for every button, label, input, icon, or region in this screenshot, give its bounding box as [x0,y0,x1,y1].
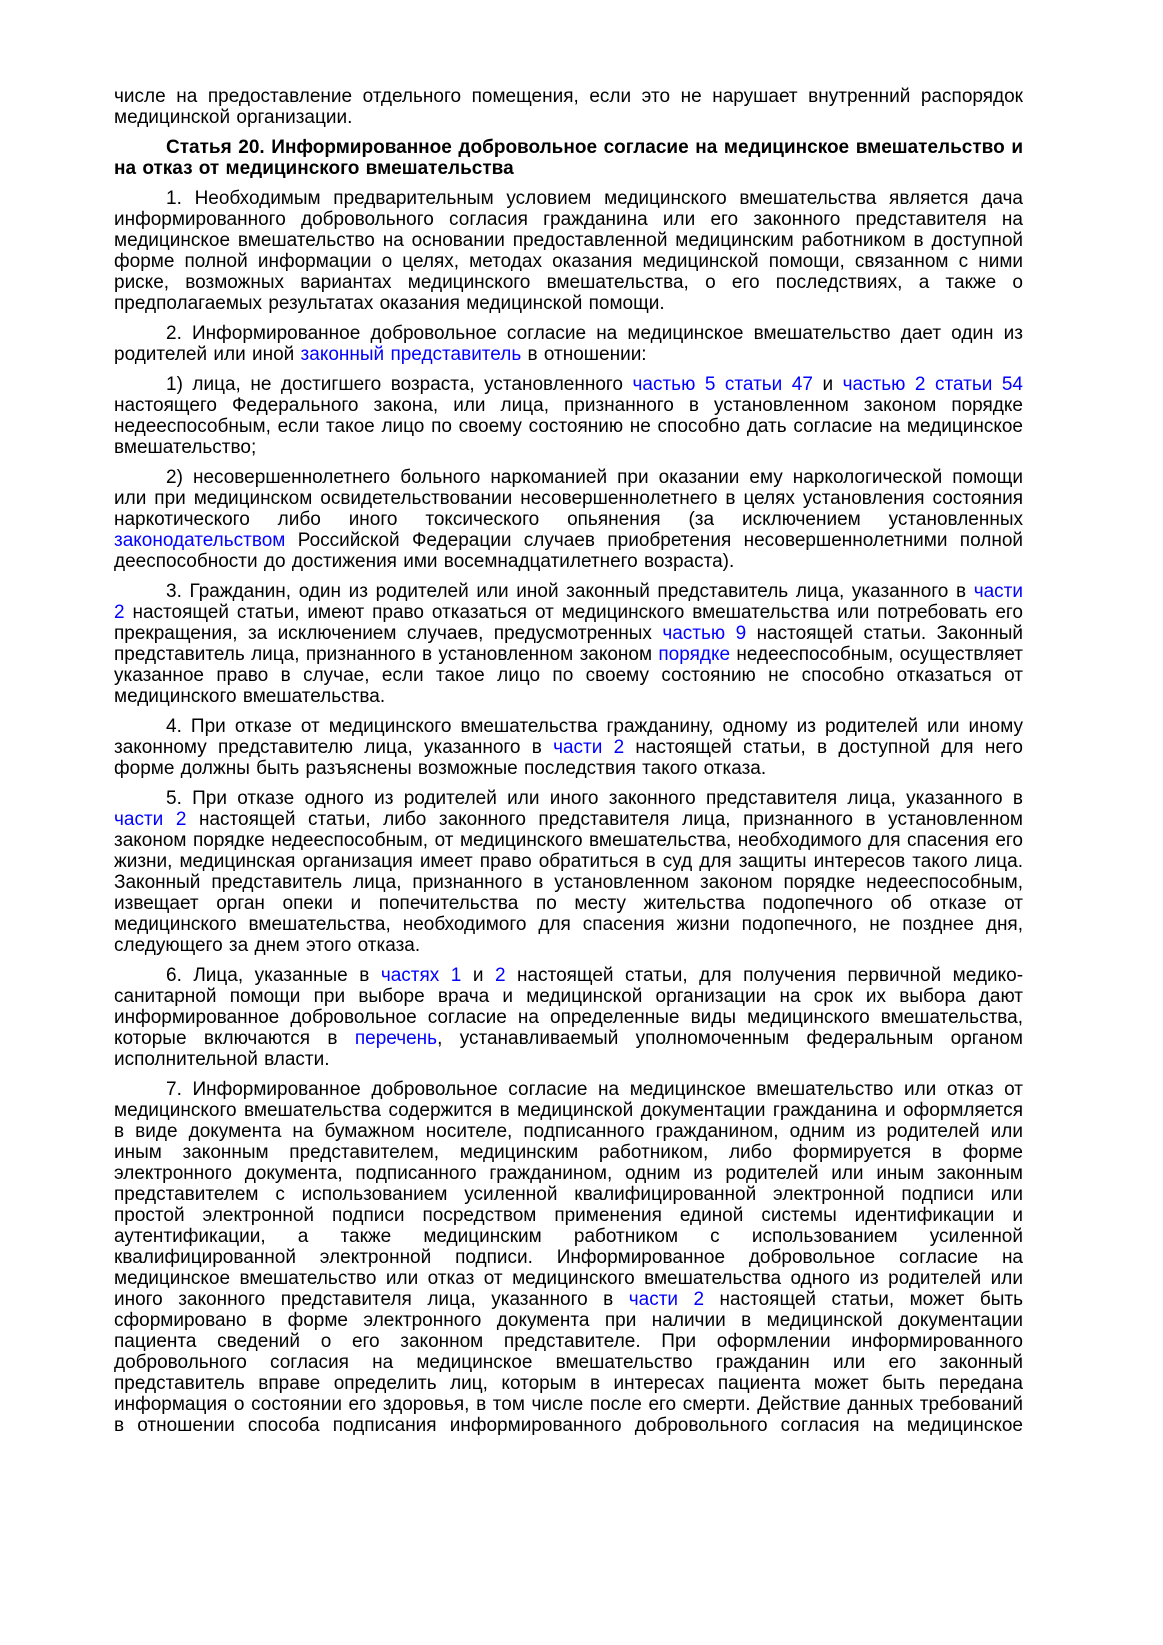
text-run: числе на предоставление отдельного помещения, если это не нарушает внутренний распорядок медицинской организации. [114,86,1023,128]
legal-link[interactable]: частью 5 статьи 47 [632,374,813,395]
legal-link[interactable]: части 2 [553,737,625,758]
text-run: 4. При отказе от медицинского вмешательства гражданину, одному из родителей или иному законному представителю лица, указанного в [114,716,1023,758]
legal-link[interactable]: перечень [354,1028,438,1049]
text-run: настоящей статьи, для получения первичной медико-санитарной помощи при выборе врача и медицинской организации на срок их выбора дают информированное добровольное согласие на определенные виды медицинского вмешательства, которые включаются в [114,965,1024,1049]
text-run: в отношении: [521,344,647,365]
legal-link[interactable]: 2 [494,965,506,986]
text-run: Российской Федерации случаев приобретения несовершеннолетними полной дееспособности до достижения ими восемнадцатилетнего возраста). [114,530,1023,572]
paragraph [114,86,1023,128]
text-run: Статья 20. Информированное добровольное согласие на медицинское вмешательство и на отказ от медицинского вмешательства [114,137,1023,179]
text-run: 3. Гражданин, один из родителей или иной законный представитель лица, указанного в [166,581,974,602]
text-run: настоящего Федерального закона, или лица, признанного в установленном законом порядке недееспособным, если такое лицо по своему состоянию не способно дать согласие на медицинское вмешательство; [114,395,1023,458]
text-run: 5. При отказе одного из родителей или иного законного представителя лица, указанного в [166,788,1023,809]
text-run: и [812,374,843,395]
text-run: 1) лица, не достигшего возраста, установленного [166,374,633,395]
text-run: недееспособным, осуществляет указанное право в случае, если такое лицо по своему состоянию не способно отказаться от медицинского вмешательства. [114,644,1023,707]
article-heading [114,137,1023,179]
text-run: настоящей статьи, либо законного представителя лица, признанного в установленном законом порядке недееспособным, от медицинского вмешательства, необходимого для спасения его жизни, медицинская организация имеет право обратиться в суд для защиты интересов такого лица. Законный представитель лица, признанного в установленном законом порядке недееспособным, извещает орган опеки и попечительства по месту жительства подопечного об отказе от медицинского вмешательства, необходимого для спасения жизни подопечного, не позднее дня, следующего за днем этого отказа. [114,809,1023,956]
paragraph [114,788,1023,956]
paragraph [114,581,1023,707]
legal-link[interactable]: частью 9 [662,623,747,644]
text-run: 2. Информированное добровольное согласие на медицинское вмешательство дает один из родителей или иной [114,323,1023,365]
legal-link[interactable]: части 2 [114,581,1023,623]
legal-link[interactable]: порядке [658,644,731,665]
text-run: , устанавливаемый уполномоченным федеральным органом исполнительной власти. [114,1028,1023,1070]
text-run: 2) несовершеннолетнего больного наркоманией при оказании ему наркологической помощи или при медицинском освидетельствовании несовершеннолетнего в целях установления состояния наркотического либо иного токсического опьянения (за исключением установленных [114,467,1023,530]
paragraph [114,374,1023,458]
legal-link[interactable]: части 2 [114,809,187,830]
legal-link[interactable]: законодательством [114,530,286,551]
text-run: настоящей статьи, имеют право отказаться от медицинского вмешательства или потребовать его прекращения, за исключением случаев, предусмотренных [114,602,1023,644]
legal-link[interactable]: частях 1 [380,965,462,986]
paragraph [114,323,1023,365]
text-run: 7. Информированное добровольное согласие на медицинское вмешательство или отказ от медицинского вмешательства содержится в медицинской документации гражданина и оформляется в виде документа на бумажном носителе, подписанного гражданином, одним из родителей или иным законным представителем, медицинским работником, либо формируется в форме электронного документа, подписанного гражданином, одним из родителей или иным законным представителем с использованием усиленной квалифицированной электронной подписи или простой электронной подписи посредством применения единой системы идентификации и аутентификации, а также медицинским работником с использованием усиленной квалифицированной электронной подписи. Информированное добровольное согласие на медицинское вмешательство или отказ от медицинского вмешательства одного из родителей или иного законного представителя лица, указанного в [114,1079,1023,1310]
legal-link[interactable]: частью 2 статьи 54 [842,374,1023,395]
text-run: настоящей статьи. Законный представитель лица, признанного в установленном законом [114,623,1023,665]
paragraph [114,965,1023,1070]
text-run: 1. Необходимым предварительным условием медицинского вмешательства является дача информированного добровольного согласия гражданина или его законного представителя на медицинское вмешательство на основании предоставленной медицинским работником в доступной форме полной информации о целях, методах оказания медицинской помощи, связанном с ними риске, возможных вариантах медицинского вмешательства, о его последствиях, а также о предполагаемых результатах оказания медицинской помощи. [114,188,1023,314]
paragraph [114,188,1023,314]
document-content [114,86,1023,1436]
paragraph [114,467,1023,572]
text-run: настоящей статьи, в доступной для него форме должны быть разъяснены возможные последствия такого отказа. [114,737,1023,779]
text-run: и [461,965,495,986]
text-run: настоящей статьи, может быть сформировано в форме электронного документа при наличии в медицинской документации пациента сведений о его законном представителе. При оформлении информированного добровольного согласия на медицинское вмешательство гражданин или его законный представитель вправе определить лиц, которым в интересах пациента может быть передана информация о состоянии его здоровья, в том числе после его смерти. Действие данных требований в отношении способа подписания информированного добровольного согласия на медицинское [114,1289,1023,1436]
paragraph [114,716,1023,779]
text-run: 6. Лица, указанные в [166,965,381,986]
legal-link[interactable]: законный представитель [300,344,522,365]
paragraph [114,1079,1023,1436]
legal-link[interactable]: части 2 [628,1289,705,1310]
